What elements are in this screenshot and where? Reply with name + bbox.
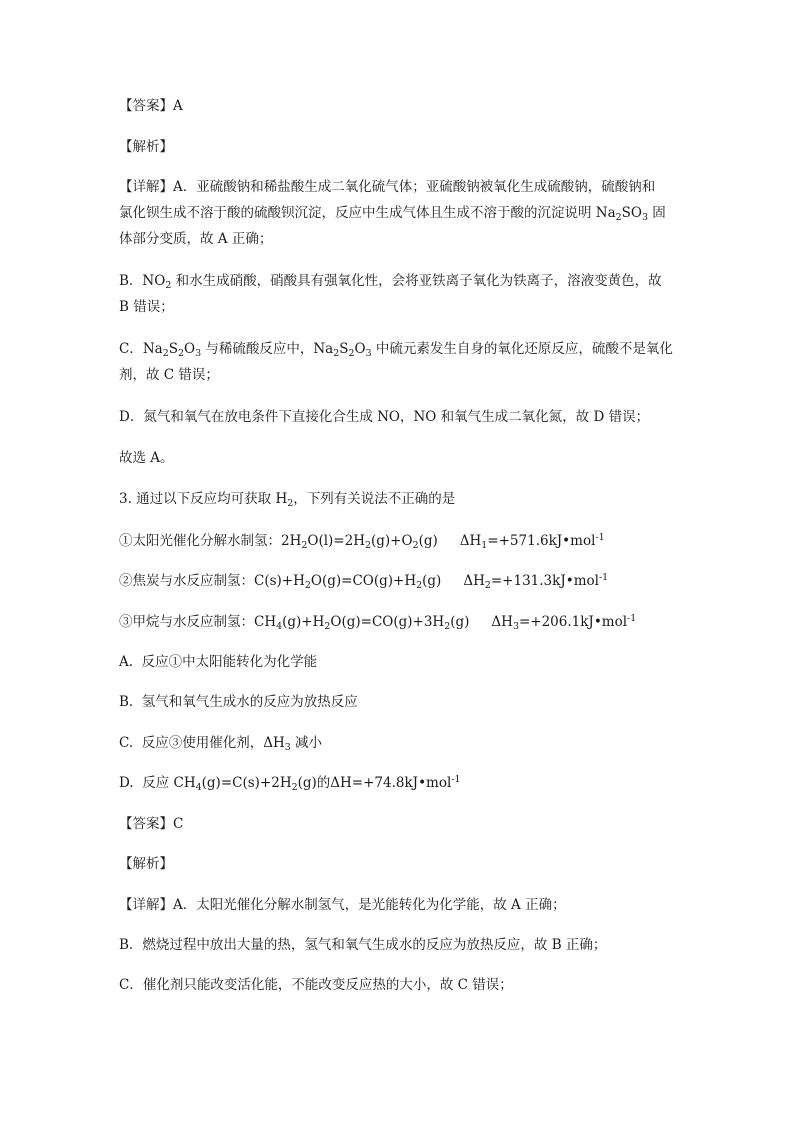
explain-a: 【详解】A．太阳光催化分解水制氢气，是光能转化为化学能，故 A 正确；: [119, 897, 566, 913]
answer-value: C: [173, 816, 184, 832]
option-d: D. 反应 $CH_4(g)=C(s)+2H_2(g)$的ΔH=+74.8kJ•mol$^{-1}$: [119, 773, 461, 793]
answer-value: A: [173, 98, 183, 114]
answer-label: 【答案】: [119, 816, 173, 832]
reaction-3: ③甲烷与水反应制氢：$CH_4(g)+H_2O(g)=CO(g)+3H_2(g)$ $\Delta H_3=+206.1kJ•mol^{-1}$: [119, 612, 637, 632]
detail-line-a2: 氯化钡生成不溶于酸的硫酸钡沉淀，反应中生成气体且生成不溶于酸的沉淀说明 $Na_2SO_3$ 固: [119, 205, 666, 223]
detail-label: 【详解】: [119, 897, 173, 913]
detail-line-b2: B 错误；: [119, 299, 174, 315]
question-3-stem: 3. 通过以下反应均可获取 $H_2$，下列有关说法不正确的是: [119, 491, 456, 509]
detail-line-c1: C．$Na_2S_2O_3$ 与稀硫酸反应中，$Na_2S_2O_3$ 中硫元素发生自身的氧化还原反应，硫酸不是氧化: [119, 341, 673, 359]
analysis-label: 【解析】: [119, 139, 173, 155]
explain-b: B．燃烧过程中放出大量的热，氢气和氧气生成水的反应为放热反应，故 B 正确；: [119, 937, 607, 953]
detail-label: 【详解】: [119, 179, 173, 195]
explain-c: C．催化剂只能改变活化能，不能改变反应热的大小，故 C 错误；: [119, 977, 513, 993]
analysis-label-q3: 【解析】: [119, 856, 173, 872]
option-c: C. 反应③使用催化剂，$\Delta H_3$ 减小: [119, 735, 323, 753]
answer-line-q3: [119, 814, 679, 834]
answer-label: 【答案】: [119, 98, 173, 114]
detail-line-a1: 【详解】A．亚硫酸钠和稀盐酸生成二氧化硫气体；亚硫酸钠被氧化生成硫酸钠，硫酸钠和: [119, 179, 656, 195]
detail-line-b1: B．$NO_2$ 和水生成硝酸，硝酸具有强氧化性，会将亚铁离子氧化为铁离子，溶液变黄色，故: [119, 273, 662, 291]
detail-line-d1: D．氮气和氧气在放电条件下直接化合生成 NO，NO 和氧气生成二氧化氮，故 D 错误；: [119, 409, 650, 425]
reaction-2: ②焦炭与水反应制氢：$C(s)+H_2O(g)=CO(g)+H_2(g)$ $\Delta H_2=+131.3kJ•mol^{-1}$: [119, 571, 609, 591]
detail-line-c2: 剂，故 C 错误；: [119, 367, 219, 383]
detail-line-a3: 体部分变质，故 A 正确；: [119, 231, 273, 247]
conclusion-line: 故选 A。: [119, 450, 174, 466]
option-b: B. 氢气和氧气生成水的反应为放热反应: [119, 694, 358, 710]
answer-line: [119, 96, 679, 116]
reaction-1: ①太阳光催化分解水制氢：$2H_2O(l)=2H_2(g)+O_2(g)$ $\Delta H_1=+571.6kJ•mol^{-1}$: [119, 531, 605, 551]
option-a: A. 反应①中太阳能转化为化学能: [119, 654, 318, 670]
